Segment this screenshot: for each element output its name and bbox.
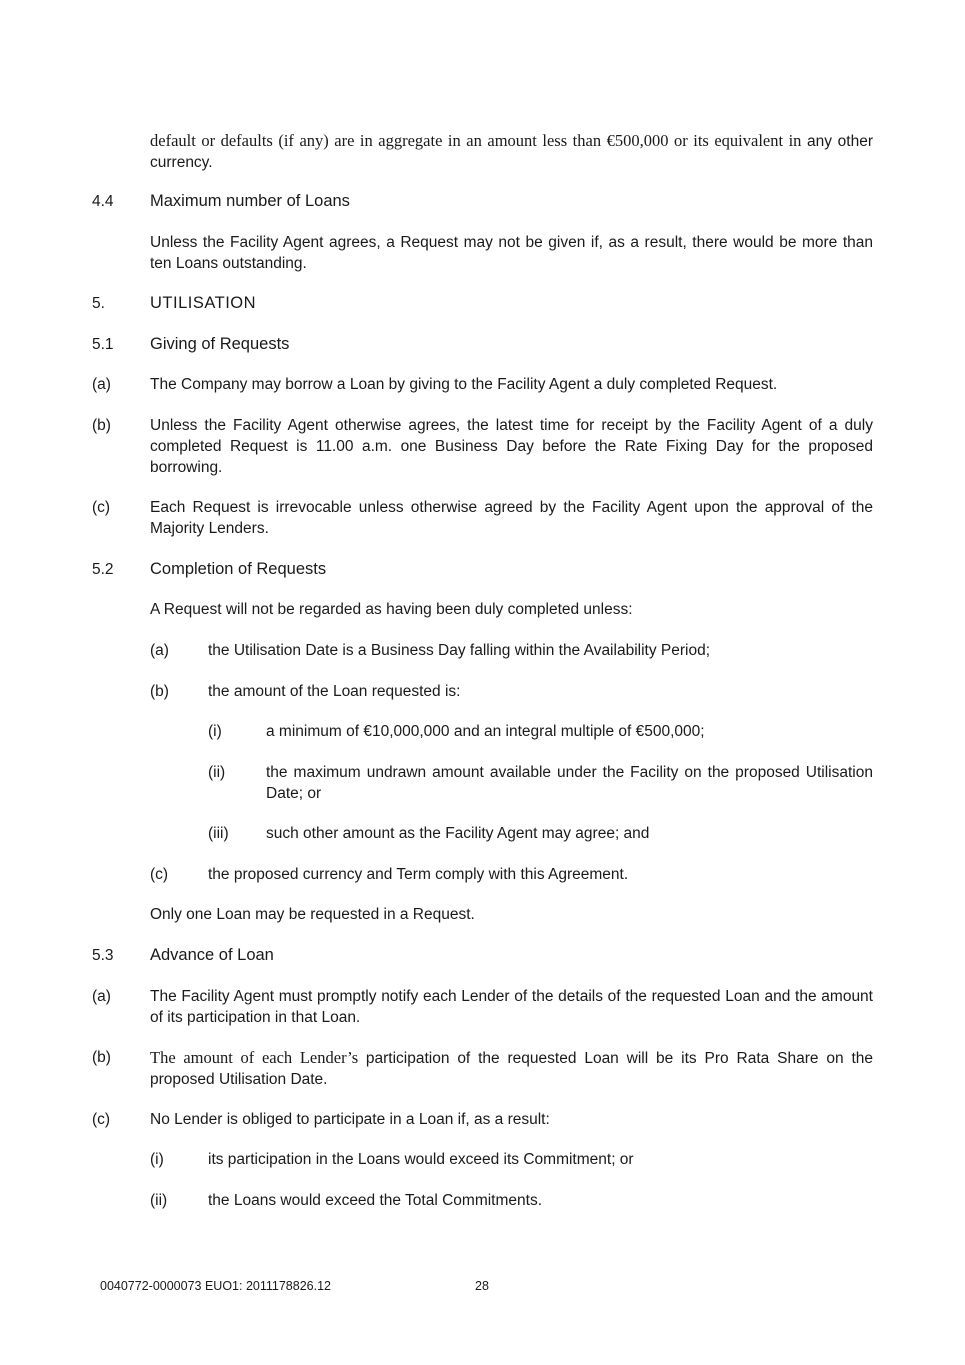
- item-5-3-c-label: (c): [92, 1111, 111, 1128]
- item-5-3-b-serif-text: The amount of each Lender’s: [150, 1048, 366, 1067]
- item-5-2-c-label: (c): [150, 866, 169, 883]
- continuation-paragraph: [150, 130, 873, 173]
- item-5-3-c-text: No Lender is obliged to participate in a Loan if, as a result:: [150, 1111, 550, 1128]
- subitem-5-3-i-label: (i): [150, 1151, 164, 1168]
- subitem-5-2-iii-label: (iii): [208, 825, 229, 842]
- item-5-2-a-text: the Utilisation Date is a Business Day falling within the Availability Period;: [208, 642, 710, 659]
- subitem-5-2-i-text: a minimum of €10,000,000 and an integral multiple of €500,000;: [266, 723, 705, 740]
- item-5-2-c-text: the proposed currency and Term comply with this Agreement.: [208, 866, 629, 883]
- section-5-2-number: 5.2: [92, 561, 114, 578]
- item-5-3-b-sans-text: participation of the requested Loan will be its Pro Rata Share on the proposed Utilisation Date.: [150, 1050, 873, 1088]
- section-5-2-closing: Only one Loan may be requested in a Request.: [150, 906, 475, 923]
- item-5-3-b-label: (b): [92, 1049, 111, 1066]
- section-5-heading: UTILISATION: [150, 294, 257, 312]
- continuation-sans-text: any other currency.: [150, 133, 873, 171]
- item-5-2-a-label: (a): [150, 642, 169, 659]
- subitem-5-3-i-text: its participation in the Loans would exceed its Commitment; or: [208, 1151, 634, 1168]
- footer-doc-reference: 0040772-0000073 EUO1: 2011178826.12: [100, 1279, 331, 1293]
- section-5-3-heading: Advance of Loan: [150, 946, 274, 964]
- subitem-5-3-ii-text: the Loans would exceed the Total Commitments.: [208, 1192, 543, 1209]
- section-5-number: 5.: [92, 295, 105, 312]
- section-5-2-heading: Completion of Requests: [150, 560, 327, 578]
- item-5-2-b-text: the amount of the Loan requested is:: [208, 683, 461, 700]
- item-5-1-a-label: (a): [92, 376, 111, 393]
- section-5-1-heading: Giving of Requests: [150, 335, 290, 353]
- subitem-5-2-ii-text: the maximum undrawn amount available under the Facility on the proposed Utilisation Date; or: [266, 764, 873, 802]
- continuation-serif-text: default or defaults (if any) are in aggregate in an amount less than €500,000 or its equivalent in: [150, 131, 807, 150]
- item-5-1-c-text: Each Request is irrevocable unless otherwise agreed by the Facility Agent upon the approval of the Majority Lenders.: [150, 499, 873, 537]
- item-5-3-a-text: The Facility Agent must promptly notify each Lender of the details of the requested Loan and the amount of its participation in that Loan.: [150, 988, 873, 1026]
- section-5-2-intro: A Request will not be regarded as having been duly completed unless:: [150, 601, 633, 618]
- footer-page-number: 28: [475, 1279, 489, 1293]
- item-5-3-a-label: (a): [92, 988, 111, 1005]
- section-4-4-number: 4.4: [92, 193, 114, 210]
- item-5-1-b-text: Unless the Facility Agent otherwise agrees, the latest time for receipt by the Facility Agent of a duly completed Request is 11.00 a.m. one Business Day before the Rate Fixing Day for the proposed borrowing.: [150, 417, 873, 476]
- section-4-4-body: Unless the Facility Agent agrees, a Request may not be given if, as a result, there would be more than ten Loans outstanding.: [150, 234, 873, 272]
- subitem-5-2-ii-label: (ii): [208, 764, 226, 781]
- subitem-5-3-ii-label: (ii): [150, 1192, 168, 1209]
- section-5-3-number: 5.3: [92, 947, 114, 964]
- subitem-5-2-iii-text: such other amount as the Facility Agent may agree; and: [266, 825, 650, 842]
- item-5-1-a-text: The Company may borrow a Loan by giving to the Facility Agent a duly completed Request.: [150, 376, 778, 393]
- item-5-1-b-label: (b): [92, 417, 111, 434]
- section-4-4-heading: Maximum number of Loans: [150, 192, 350, 210]
- section-5-1-number: 5.1: [92, 336, 114, 353]
- item-5-3-b-text: [150, 1047, 873, 1090]
- item-5-2-b-label: (b): [150, 683, 169, 700]
- item-5-1-c-label: (c): [92, 499, 111, 516]
- subitem-5-2-i-label: (i): [208, 723, 222, 740]
